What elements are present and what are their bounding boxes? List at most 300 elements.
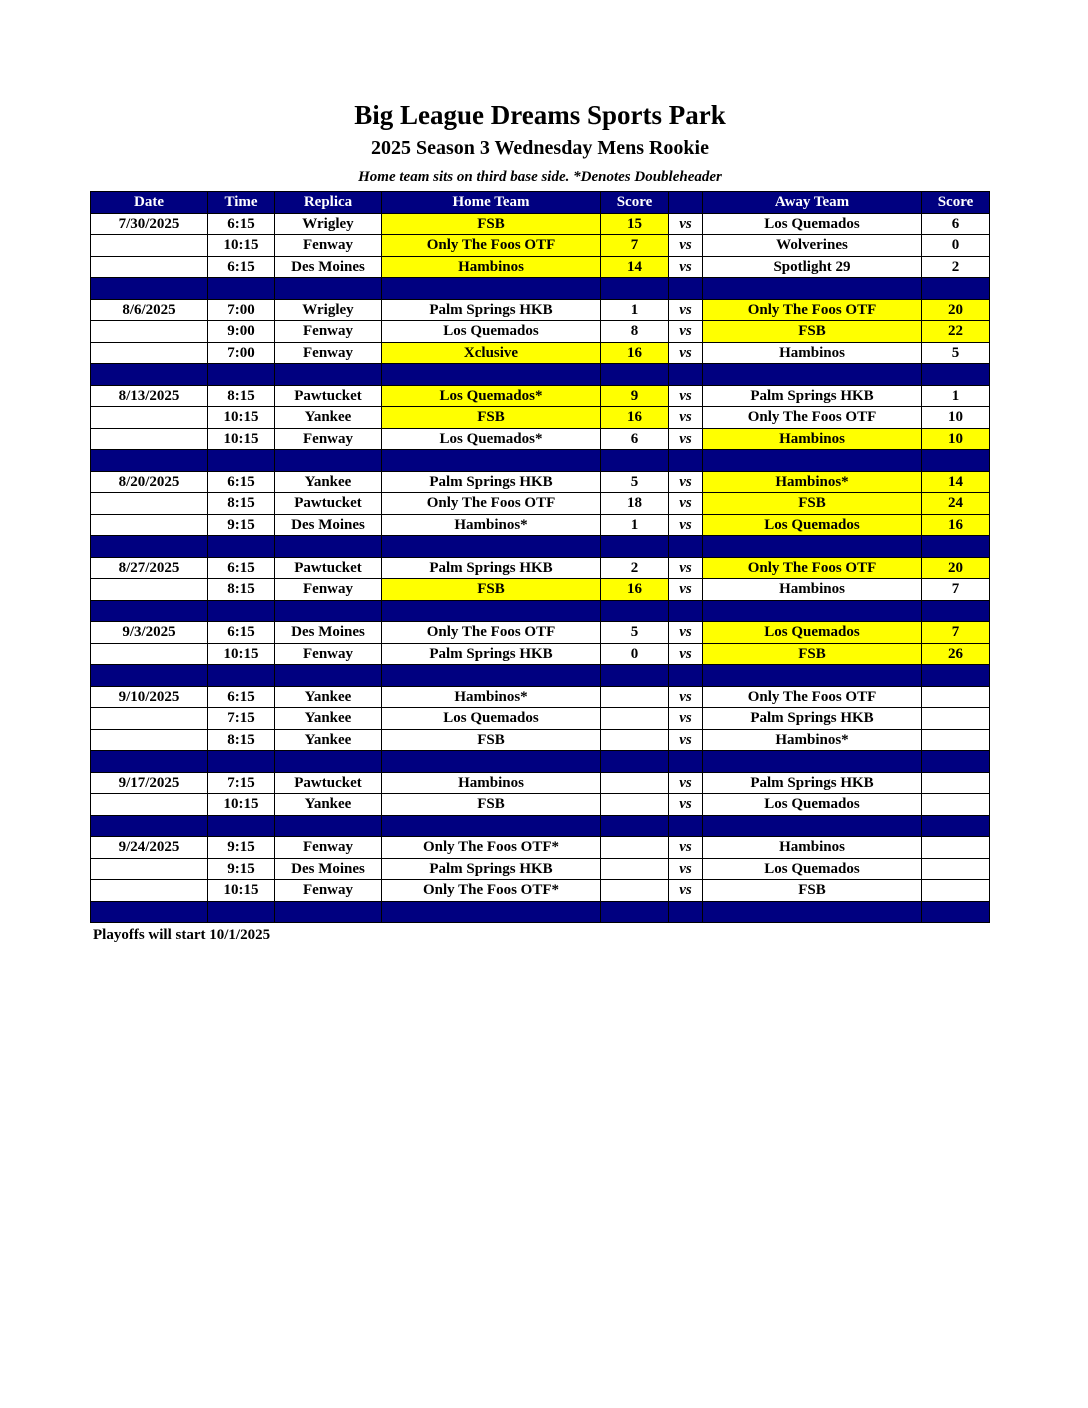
separator-cell [382,278,601,300]
game-date [91,858,208,880]
home-score: 6 [601,428,669,450]
home-team: Los Quemados* [382,428,601,450]
home-team: Los Quemados [382,321,601,343]
away-score: 20 [922,557,990,579]
game-time: 10:15 [208,407,275,429]
week-separator [91,450,990,472]
separator-cell [382,364,601,386]
game-replica: Fenway [275,342,382,364]
separator-cell [275,665,382,687]
away-score [922,858,990,880]
away-team: FSB [703,321,922,343]
home-score: 1 [601,299,669,321]
home-score [601,729,669,751]
away-score: 0 [922,235,990,257]
home-score [601,880,669,902]
separator-cell [208,450,275,472]
game-date [91,235,208,257]
game-date [91,514,208,536]
vs-label: vs [669,794,703,816]
separator-cell [91,450,208,472]
schedule-note: Home team sits on third base side. *Denotes Doubleheader [358,169,722,185]
away-team: FSB [703,493,922,515]
separator-cell [382,815,601,837]
away-team: Hambinos [703,342,922,364]
game-time: 8:15 [208,579,275,601]
game-time: 9:15 [208,514,275,536]
vs-label: vs [669,622,703,644]
separator-cell [382,600,601,622]
away-score: 7 [922,579,990,601]
game-time: 10:15 [208,643,275,665]
game-replica: Yankee [275,407,382,429]
separator-cell [601,600,669,622]
week-separator [91,665,990,687]
game-replica: Yankee [275,729,382,751]
game-row [91,471,990,493]
game-row [91,643,990,665]
away-team: Only The Foos OTF [703,407,922,429]
game-row [91,342,990,364]
away-score: 24 [922,493,990,515]
home-score: 0 [601,643,669,665]
game-date [91,729,208,751]
game-replica: Fenway [275,579,382,601]
home-score [601,708,669,730]
game-date [91,256,208,278]
separator-cell [275,751,382,773]
separator-cell [382,901,601,923]
away-score [922,794,990,816]
game-time: 6:15 [208,686,275,708]
away-team: Only The Foos OTF [703,557,922,579]
separator-cell [275,278,382,300]
separator-cell [922,665,990,687]
separator-cell [601,278,669,300]
vs-label: vs [669,729,703,751]
game-time: 6:15 [208,256,275,278]
separator-cell [669,751,703,773]
away-score: 10 [922,428,990,450]
vs-label: vs [669,643,703,665]
away-team: Los Quemados [703,858,922,880]
game-row [91,880,990,902]
away-score: 14 [922,471,990,493]
home-team: Los Quemados [382,708,601,730]
header-replica: Replica [275,192,382,214]
game-row [91,686,990,708]
vs-label: vs [669,407,703,429]
game-replica: Fenway [275,428,382,450]
separator-cell [601,364,669,386]
home-team: FSB [382,213,601,235]
separator-cell [669,364,703,386]
game-row [91,772,990,794]
game-replica: Yankee [275,794,382,816]
away-score: 20 [922,299,990,321]
separator-cell [91,278,208,300]
game-time: 9:15 [208,837,275,859]
game-row [91,385,990,407]
away-team: FSB [703,643,922,665]
separator-cell [91,600,208,622]
separator-cell [669,536,703,558]
away-team: FSB [703,880,922,902]
game-time: 6:15 [208,213,275,235]
separator-cell [91,901,208,923]
vs-label: vs [669,557,703,579]
game-time: 8:15 [208,385,275,407]
game-time: 10:15 [208,880,275,902]
separator-cell [382,450,601,472]
game-date: 8/20/2025 [91,471,208,493]
separator-cell [703,278,922,300]
home-team: Only The Foos OTF [382,235,601,257]
separator-cell [669,901,703,923]
separator-cell [601,665,669,687]
home-team: Palm Springs HKB [382,299,601,321]
separator-cell [601,901,669,923]
game-time: 8:15 [208,493,275,515]
away-team: Only The Foos OTF [703,686,922,708]
away-score: 26 [922,643,990,665]
home-score [601,794,669,816]
game-date [91,708,208,730]
vs-label: vs [669,213,703,235]
separator-cell [669,450,703,472]
game-time: 10:15 [208,235,275,257]
separator-cell [208,536,275,558]
separator-cell [275,815,382,837]
separator-cell [669,815,703,837]
home-score [601,837,669,859]
home-team: Hambinos [382,772,601,794]
separator-cell [208,901,275,923]
week-separator [91,278,990,300]
separator-cell [275,901,382,923]
game-date: 8/27/2025 [91,557,208,579]
game-replica: Fenway [275,837,382,859]
week-separator [91,901,990,923]
home-score: 16 [601,407,669,429]
game-time: 10:15 [208,794,275,816]
away-score: 1 [922,385,990,407]
away-score: 5 [922,342,990,364]
home-team: FSB [382,794,601,816]
game-time: 6:15 [208,557,275,579]
away-score: 6 [922,213,990,235]
game-replica: Fenway [275,235,382,257]
game-row [91,837,990,859]
vs-label: vs [669,514,703,536]
separator-cell [703,665,922,687]
home-team: FSB [382,579,601,601]
game-date: 8/6/2025 [91,299,208,321]
away-score [922,729,990,751]
game-row [91,235,990,257]
away-team: Los Quemados [703,794,922,816]
separator-cell [601,751,669,773]
away-score [922,708,990,730]
home-team: Los Quemados* [382,385,601,407]
away-score: 10 [922,407,990,429]
vs-label: vs [669,342,703,364]
game-date: 8/13/2025 [91,385,208,407]
separator-cell [922,751,990,773]
home-team: FSB [382,729,601,751]
separator-cell [275,536,382,558]
week-separator [91,751,990,773]
home-score [601,858,669,880]
away-score: 22 [922,321,990,343]
week-separator [91,536,990,558]
away-team: Los Quemados [703,213,922,235]
vs-label: vs [669,428,703,450]
header-row [91,192,990,214]
home-score [601,686,669,708]
vs-label: vs [669,579,703,601]
header-home-score: Score [601,192,669,214]
home-team: FSB [382,407,601,429]
game-row [91,858,990,880]
game-row [91,622,990,644]
game-date: 9/10/2025 [91,686,208,708]
home-team: Hambinos* [382,514,601,536]
game-replica: Fenway [275,643,382,665]
away-team: Palm Springs HKB [703,772,922,794]
header-away-score: Score [922,192,990,214]
game-date [91,407,208,429]
home-team: Palm Springs HKB [382,471,601,493]
separator-cell [601,536,669,558]
separator-cell [91,751,208,773]
game-row [91,321,990,343]
vs-label: vs [669,256,703,278]
home-score: 2 [601,557,669,579]
game-replica: Des Moines [275,256,382,278]
vs-label: vs [669,299,703,321]
away-score [922,880,990,902]
game-row [91,794,990,816]
game-date [91,643,208,665]
separator-cell [669,665,703,687]
vs-label: vs [669,385,703,407]
separator-cell [703,600,922,622]
game-row [91,428,990,450]
game-replica: Fenway [275,880,382,902]
header-date: Date [91,192,208,214]
week-separator [91,815,990,837]
separator-cell [91,364,208,386]
away-team: Hambinos [703,579,922,601]
separator-cell [91,536,208,558]
header-time: Time [208,192,275,214]
away-score [922,772,990,794]
separator-cell [382,665,601,687]
game-time: 9:00 [208,321,275,343]
away-team: Only The Foos OTF [703,299,922,321]
away-team: Los Quemados [703,514,922,536]
away-score [922,686,990,708]
separator-cell [208,364,275,386]
vs-label: vs [669,708,703,730]
game-row [91,256,990,278]
home-team: Only The Foos OTF* [382,837,601,859]
game-date [91,342,208,364]
game-time: 6:15 [208,471,275,493]
game-replica: Pawtucket [275,385,382,407]
away-score: 2 [922,256,990,278]
vs-label: vs [669,686,703,708]
playoffs-note: Playoffs will start 10/1/2025 [93,927,271,943]
home-team: Xclusive [382,342,601,364]
schedule-body [91,213,990,923]
separator-cell [922,600,990,622]
game-replica: Yankee [275,708,382,730]
game-date [91,579,208,601]
away-team: Spotlight 29 [703,256,922,278]
away-team: Hambinos [703,837,922,859]
separator-cell [208,751,275,773]
home-score: 1 [601,514,669,536]
separator-cell [208,815,275,837]
vs-label: vs [669,235,703,257]
week-separator [91,600,990,622]
separator-cell [922,536,990,558]
separator-cell [669,278,703,300]
separator-cell [703,536,922,558]
separator-cell [275,364,382,386]
vs-label: vs [669,880,703,902]
separator-cell [91,815,208,837]
game-row [91,557,990,579]
game-time: 8:15 [208,729,275,751]
game-replica: Wrigley [275,299,382,321]
vs-label: vs [669,471,703,493]
game-time: 7:15 [208,772,275,794]
away-team: Hambinos* [703,471,922,493]
game-row [91,213,990,235]
vs-label: vs [669,772,703,794]
separator-cell [703,901,922,923]
home-team: Palm Springs HKB [382,557,601,579]
home-score: 5 [601,471,669,493]
home-team: Hambinos [382,256,601,278]
home-team: Only The Foos OTF* [382,880,601,902]
home-score: 8 [601,321,669,343]
away-team: Wolverines [703,235,922,257]
home-team: Only The Foos OTF [382,493,601,515]
game-date [91,794,208,816]
game-replica: Pawtucket [275,557,382,579]
game-replica: Des Moines [275,858,382,880]
game-date: 9/24/2025 [91,837,208,859]
week-separator [91,364,990,386]
home-team: Palm Springs HKB [382,643,601,665]
header-away-team: Away Team [703,192,922,214]
separator-cell [382,536,601,558]
game-row [91,407,990,429]
separator-cell [922,901,990,923]
home-score: 16 [601,579,669,601]
separator-cell [703,450,922,472]
game-date: 7/30/2025 [91,213,208,235]
separator-cell [922,364,990,386]
separator-cell [601,450,669,472]
game-time: 9:15 [208,858,275,880]
game-time: 7:15 [208,708,275,730]
home-score: 16 [601,342,669,364]
home-team: Hambinos* [382,686,601,708]
game-time: 6:15 [208,622,275,644]
away-team: Los Quemados [703,622,922,644]
game-time: 7:00 [208,342,275,364]
schedule-table [90,191,990,923]
separator-cell [922,815,990,837]
separator-cell [208,278,275,300]
game-row [91,493,990,515]
home-score: 14 [601,256,669,278]
home-team: Palm Springs HKB [382,858,601,880]
away-team: Hambinos [703,428,922,450]
separator-cell [922,278,990,300]
game-date [91,493,208,515]
separator-cell [922,450,990,472]
vs-label: vs [669,837,703,859]
game-replica: Pawtucket [275,493,382,515]
page-subtitle: 2025 Season 3 Wednesday Mens Rookie [370,137,709,159]
separator-cell [601,815,669,837]
separator-cell [275,450,382,472]
header-vs [669,192,703,214]
game-date: 9/17/2025 [91,772,208,794]
vs-label: vs [669,493,703,515]
away-team: Hambinos* [703,729,922,751]
away-team: Palm Springs HKB [703,385,922,407]
game-replica: Yankee [275,471,382,493]
game-row [91,579,990,601]
away-team: Palm Springs HKB [703,708,922,730]
away-score: 7 [922,622,990,644]
game-replica: Des Moines [275,622,382,644]
home-score [601,772,669,794]
home-score: 5 [601,622,669,644]
game-replica: Fenway [275,321,382,343]
header-home-team: Home Team [382,192,601,214]
game-time: 10:15 [208,428,275,450]
game-date [91,880,208,902]
game-replica: Des Moines [275,514,382,536]
game-date [91,428,208,450]
separator-cell [382,751,601,773]
page-title: Big League Dreams Sports Park [354,100,726,130]
separator-cell [669,600,703,622]
separator-cell [703,815,922,837]
game-replica: Wrigley [275,213,382,235]
separator-cell [275,600,382,622]
game-row [91,299,990,321]
game-date [91,321,208,343]
game-replica: Yankee [275,686,382,708]
separator-cell [703,364,922,386]
game-row [91,708,990,730]
separator-cell [208,600,275,622]
game-row [91,729,990,751]
game-row [91,514,990,536]
separator-cell [703,751,922,773]
home-team: Only The Foos OTF [382,622,601,644]
away-score [922,837,990,859]
